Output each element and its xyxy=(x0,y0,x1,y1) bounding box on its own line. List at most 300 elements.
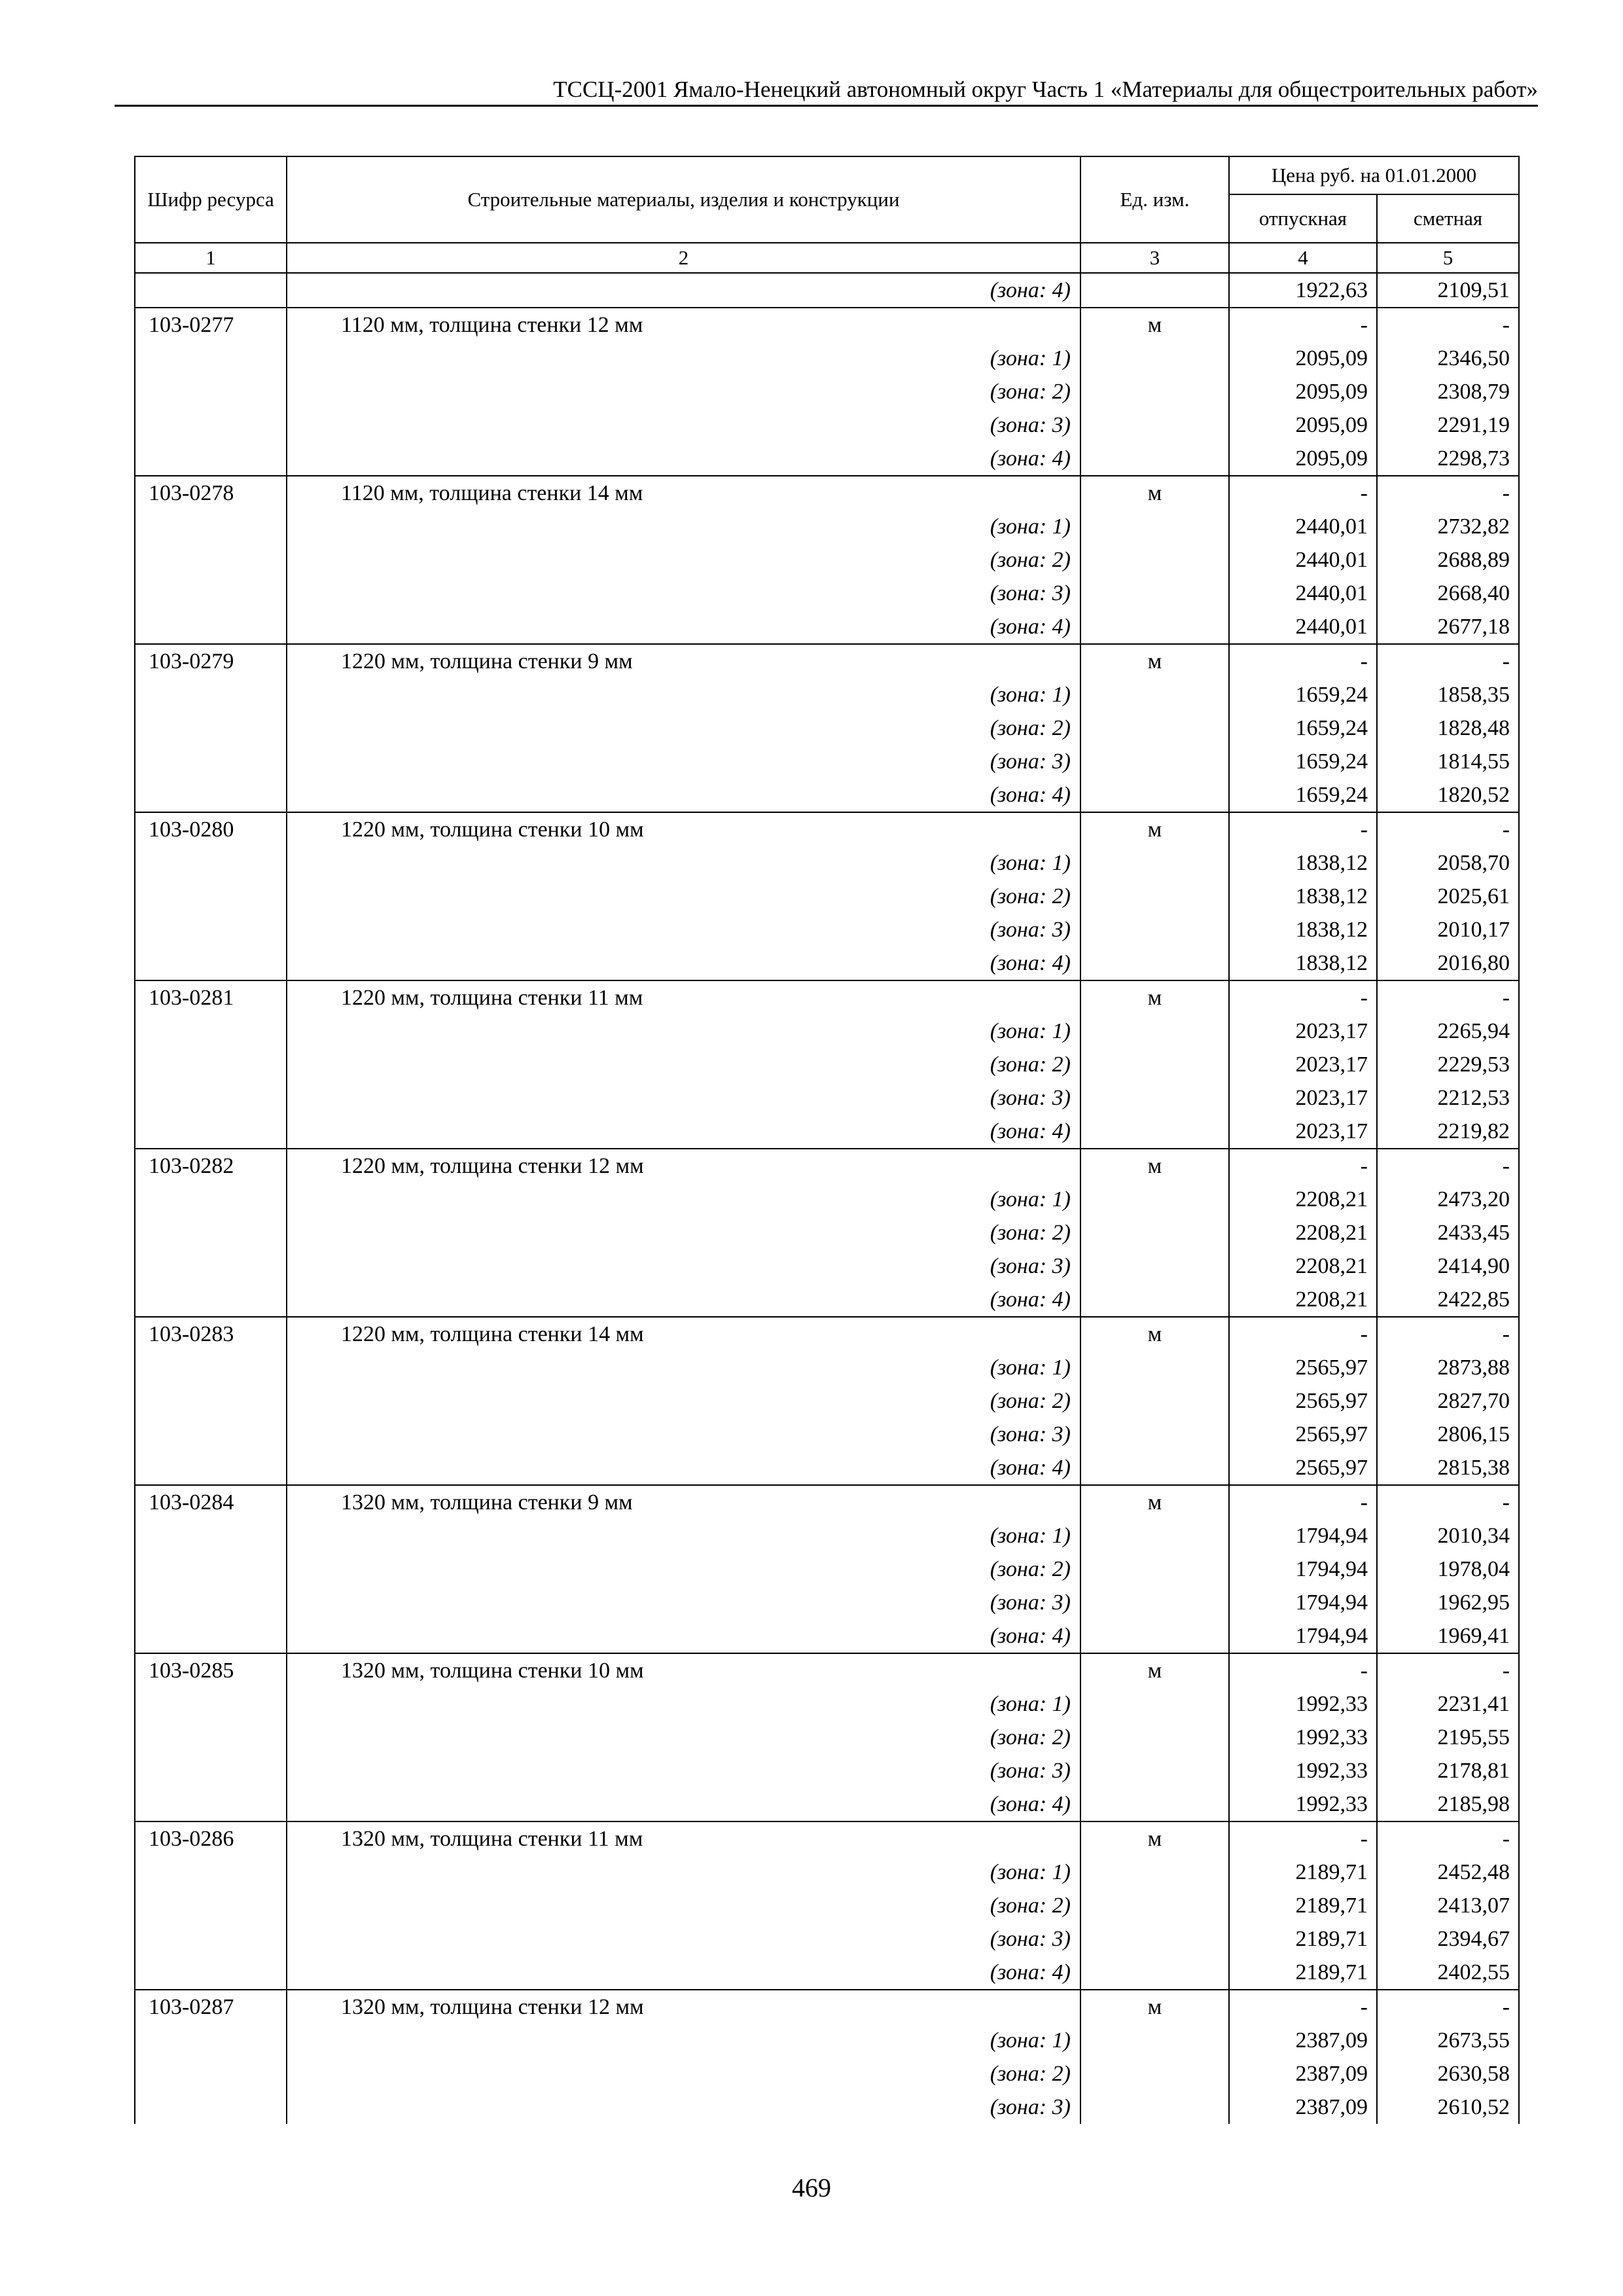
zone-row xyxy=(135,1384,1519,1418)
release-price-cell: 2189,71 xyxy=(1229,1956,1377,1990)
zone-row xyxy=(135,1889,1519,1922)
zone-row xyxy=(135,1619,1519,1653)
release-price-cell: 2189,71 xyxy=(1229,1889,1377,1922)
name-cell xyxy=(287,510,1080,543)
code-cell xyxy=(135,1721,287,1754)
zone-label: (зона: 3) xyxy=(990,1422,1071,1446)
release-price-cell: 1838,12 xyxy=(1229,846,1377,880)
zone-row xyxy=(135,1081,1519,1115)
unit-cell xyxy=(1080,1922,1229,1956)
zone-label: (зона: 2) xyxy=(990,1557,1071,1581)
zone-row xyxy=(135,1787,1519,1821)
estimate-price-cell: - xyxy=(1377,980,1519,1014)
col-header-unit: Ед. изм. xyxy=(1080,156,1229,243)
material-name: 1220 мм, толщина стенки 12 мм xyxy=(341,1154,644,1178)
zone-row xyxy=(135,678,1519,711)
code-cell xyxy=(135,2024,287,2057)
unit-cell: м xyxy=(1080,1821,1229,1856)
code-cell: 103-0277 xyxy=(135,308,287,342)
zone-label: (зона: 3) xyxy=(990,1590,1071,1615)
name-cell xyxy=(287,1619,1080,1653)
estimate-price-cell: 2394,67 xyxy=(1377,1922,1519,1956)
zone-row xyxy=(135,342,1519,375)
release-price-cell: 2565,97 xyxy=(1229,1351,1377,1384)
name-cell xyxy=(287,342,1080,375)
material-name: 1220 мм, толщина стенки 10 мм xyxy=(341,817,644,842)
zone-row xyxy=(135,543,1519,577)
estimate-price-cell: - xyxy=(1377,1990,1519,2024)
estimate-price-cell: - xyxy=(1377,308,1519,342)
unit-cell: м xyxy=(1080,1149,1229,1183)
code-cell xyxy=(135,1384,287,1418)
release-price-cell: 2387,09 xyxy=(1229,2057,1377,2090)
release-price-cell: 1794,94 xyxy=(1229,1552,1377,1586)
name-cell xyxy=(287,1249,1080,1283)
unit-cell xyxy=(1080,1014,1229,1048)
unit-cell xyxy=(1080,1519,1229,1552)
zone-label: (зона: 3) xyxy=(990,1759,1071,1783)
name-cell xyxy=(287,1687,1080,1721)
table-row xyxy=(135,644,1519,678)
name-cell xyxy=(287,1552,1080,1586)
zone-row xyxy=(135,1922,1519,1956)
code-cell xyxy=(135,2057,287,2090)
name-cell xyxy=(287,678,1080,711)
name-cell xyxy=(287,1384,1080,1418)
col-number: 2 xyxy=(287,243,1080,273)
code-cell xyxy=(135,745,287,778)
estimate-price-cell: 2433,45 xyxy=(1377,1216,1519,1249)
unit-cell: м xyxy=(1080,1653,1229,1687)
name-cell xyxy=(287,1821,1080,1856)
unit-cell xyxy=(1080,745,1229,778)
material-name: 1220 мм, толщина стенки 9 мм xyxy=(341,649,633,673)
unit-cell xyxy=(1080,913,1229,946)
material-name: 1320 мм, толщина стенки 12 мм xyxy=(341,1995,644,2019)
unit-cell xyxy=(1080,610,1229,644)
material-name: 1320 мм, толщина стенки 9 мм xyxy=(341,1490,633,1515)
zone-label: (зона: 3) xyxy=(990,918,1071,942)
zone-row xyxy=(135,1283,1519,1317)
code-cell: 103-0284 xyxy=(135,1485,287,1519)
release-price-cell: 2565,97 xyxy=(1229,1384,1377,1418)
name-cell xyxy=(287,1485,1080,1519)
code-cell xyxy=(135,1856,287,1889)
release-price-cell: 1794,94 xyxy=(1229,1619,1377,1653)
release-price-cell: 2440,01 xyxy=(1229,543,1377,577)
name-cell xyxy=(287,308,1080,342)
code-cell xyxy=(135,711,287,745)
estimate-price-cell: - xyxy=(1377,1317,1519,1351)
code-cell: 103-0287 xyxy=(135,1990,287,2024)
unit-cell xyxy=(1080,946,1229,980)
zone-row xyxy=(135,1721,1519,1754)
code-cell: 103-0278 xyxy=(135,476,287,510)
estimate-price-cell: 2688,89 xyxy=(1377,543,1519,577)
code-cell: 103-0279 xyxy=(135,644,287,678)
name-cell xyxy=(287,812,1080,846)
release-price-cell: 2565,97 xyxy=(1229,1418,1377,1451)
zone-label: (зона: 3) xyxy=(990,749,1071,774)
zone-label: (зона: 1) xyxy=(990,1692,1071,1716)
estimate-price-cell: 1969,41 xyxy=(1377,1619,1519,1653)
zone-label: (зона: 1) xyxy=(990,1187,1071,1211)
zone-row xyxy=(135,610,1519,644)
release-price-cell: 1992,33 xyxy=(1229,1687,1377,1721)
unit-cell xyxy=(1080,1216,1229,1249)
estimate-price-cell: - xyxy=(1377,1653,1519,1687)
zone-label: (зона: 4) xyxy=(990,1624,1071,1648)
code-cell xyxy=(135,1014,287,1048)
zone-label: (зона: 4) xyxy=(990,278,1071,302)
release-price-cell: 1992,33 xyxy=(1229,1721,1377,1754)
code-cell: 103-0280 xyxy=(135,812,287,846)
zone-row xyxy=(135,1754,1519,1787)
release-price-cell: 2387,09 xyxy=(1229,2090,1377,2124)
unit-cell xyxy=(1080,1889,1229,1922)
unit-cell xyxy=(1080,1856,1229,1889)
estimate-price-cell: 2109,51 xyxy=(1377,273,1519,308)
material-name: 1220 мм, толщина стенки 11 мм xyxy=(341,986,643,1010)
release-price-cell: 2023,17 xyxy=(1229,1081,1377,1115)
unit-cell xyxy=(1080,1721,1229,1754)
release-price-cell: 1838,12 xyxy=(1229,913,1377,946)
table-head xyxy=(135,156,1519,273)
name-cell xyxy=(287,1216,1080,1249)
col-number: 4 xyxy=(1229,243,1377,273)
estimate-price-cell: 2016,80 xyxy=(1377,946,1519,980)
zone-label: (зона: 2) xyxy=(990,1389,1071,1413)
zone-label: (зона: 1) xyxy=(990,514,1071,539)
code-cell xyxy=(135,1451,287,1485)
code-cell xyxy=(135,610,287,644)
release-price-cell: 1794,94 xyxy=(1229,1586,1377,1619)
code-cell xyxy=(135,1889,287,1922)
zone-row xyxy=(135,2024,1519,2057)
code-cell xyxy=(135,543,287,577)
unit-cell: м xyxy=(1080,476,1229,510)
estimate-price-cell: 2473,20 xyxy=(1377,1183,1519,1216)
code-cell xyxy=(135,1351,287,1384)
name-cell xyxy=(287,1922,1080,1956)
material-name: 1120 мм, толщина стенки 14 мм xyxy=(341,481,643,505)
code-cell xyxy=(135,678,287,711)
release-price-cell: - xyxy=(1229,644,1377,678)
zone-row xyxy=(135,2057,1519,2090)
unit-cell xyxy=(1080,1754,1229,1787)
estimate-price-cell: 2402,55 xyxy=(1377,1956,1519,1990)
name-cell xyxy=(287,1048,1080,1081)
release-price-cell: 2440,01 xyxy=(1229,610,1377,644)
code-cell: 103-0286 xyxy=(135,1821,287,1856)
zone-label: (зона: 4) xyxy=(990,1792,1071,1816)
material-name: 1320 мм, толщина стенки 10 мм xyxy=(341,1659,644,1683)
header-rule xyxy=(115,105,1538,107)
zone-label: (зона: 2) xyxy=(990,716,1071,740)
estimate-price-cell: 2630,58 xyxy=(1377,2057,1519,2090)
release-price-cell: 1659,24 xyxy=(1229,711,1377,745)
code-cell xyxy=(135,1183,287,1216)
name-cell xyxy=(287,1183,1080,1216)
unit-cell xyxy=(1080,273,1229,308)
estimate-price-cell: - xyxy=(1377,476,1519,510)
zone-row xyxy=(135,846,1519,880)
zone-row xyxy=(135,1418,1519,1451)
zone-label: (зона: 2) xyxy=(990,884,1071,908)
estimate-price-cell: 2291,19 xyxy=(1377,408,1519,442)
code-cell: 103-0281 xyxy=(135,980,287,1014)
price-table xyxy=(134,156,1520,2124)
unit-cell xyxy=(1080,442,1229,476)
name-cell xyxy=(287,408,1080,442)
release-price-cell: 2208,21 xyxy=(1229,1283,1377,1317)
code-cell xyxy=(135,1754,287,1787)
name-cell xyxy=(287,711,1080,745)
estimate-price-cell: 2010,17 xyxy=(1377,913,1519,946)
unit-cell xyxy=(1080,1048,1229,1081)
name-cell xyxy=(287,2057,1080,2090)
estimate-price-cell: 2025,61 xyxy=(1377,880,1519,913)
release-price-cell: - xyxy=(1229,812,1377,846)
code-cell xyxy=(135,1619,287,1653)
table-row xyxy=(135,812,1519,846)
estimate-price-cell: 2346,50 xyxy=(1377,342,1519,375)
zone-row xyxy=(135,442,1519,476)
unit-cell: м xyxy=(1080,1990,1229,2024)
release-price-cell: - xyxy=(1229,1653,1377,1687)
unit-cell xyxy=(1080,1283,1229,1317)
zone-label: (зона: 1) xyxy=(990,2028,1071,2053)
zone-label: (зона: 1) xyxy=(990,683,1071,707)
release-price-cell: 2440,01 xyxy=(1229,510,1377,543)
unit-cell xyxy=(1080,2057,1229,2090)
unit-cell: м xyxy=(1080,1317,1229,1351)
release-price-cell: - xyxy=(1229,1317,1377,1351)
unit-cell xyxy=(1080,1787,1229,1821)
name-cell xyxy=(287,880,1080,913)
name-cell xyxy=(287,375,1080,408)
code-cell xyxy=(135,408,287,442)
code-cell xyxy=(135,1249,287,1283)
estimate-price-cell: 2231,41 xyxy=(1377,1687,1519,1721)
zone-label: (зона: 3) xyxy=(990,413,1071,437)
release-price-cell: - xyxy=(1229,1821,1377,1856)
estimate-price-cell: 2178,81 xyxy=(1377,1754,1519,1787)
zone-row xyxy=(135,1014,1519,1048)
release-price-cell: 1794,94 xyxy=(1229,1519,1377,1552)
unit-cell xyxy=(1080,1249,1229,1283)
name-cell xyxy=(287,1115,1080,1149)
zone-label: (зона: 1) xyxy=(990,851,1071,875)
unit-cell xyxy=(1080,778,1229,812)
zone-row xyxy=(135,375,1519,408)
name-cell xyxy=(287,2024,1080,2057)
name-cell xyxy=(287,1856,1080,1889)
estimate-price-cell: 2185,98 xyxy=(1377,1787,1519,1821)
estimate-price-cell: - xyxy=(1377,1485,1519,1519)
zone-row xyxy=(135,1519,1519,1552)
estimate-price-cell: 2732,82 xyxy=(1377,510,1519,543)
zone-label: (зона: 1) xyxy=(990,346,1071,370)
zone-row xyxy=(135,1956,1519,1990)
unit-cell xyxy=(1080,1619,1229,1653)
code-cell: 103-0285 xyxy=(135,1653,287,1687)
estimate-price-cell: 2806,15 xyxy=(1377,1418,1519,1451)
code-cell xyxy=(135,880,287,913)
name-cell xyxy=(287,913,1080,946)
code-cell xyxy=(135,946,287,980)
zone-row xyxy=(135,1249,1519,1283)
zone-row xyxy=(135,880,1519,913)
release-price-cell: 1838,12 xyxy=(1229,880,1377,913)
estimate-price-cell: 1828,48 xyxy=(1377,711,1519,745)
material-name: 1320 мм, толщина стенки 11 мм xyxy=(341,1827,643,1851)
code-cell xyxy=(135,1115,287,1149)
zone-row xyxy=(135,2090,1519,2124)
code-cell xyxy=(135,1048,287,1081)
name-cell xyxy=(287,946,1080,980)
release-price-cell: 2189,71 xyxy=(1229,1922,1377,1956)
col-header-price-group: Цена руб. на 01.01.2000 xyxy=(1229,156,1519,194)
code-cell xyxy=(135,375,287,408)
zone-label: (зона: 4) xyxy=(990,446,1071,471)
zone-row xyxy=(135,1856,1519,1889)
code-cell xyxy=(135,1922,287,1956)
name-cell xyxy=(287,1451,1080,1485)
name-cell xyxy=(287,577,1080,610)
material-name: 1220 мм, толщина стенки 14 мм xyxy=(341,1322,644,1346)
code-cell: 103-0283 xyxy=(135,1317,287,1351)
release-price-cell: - xyxy=(1229,476,1377,510)
estimate-price-cell: - xyxy=(1377,644,1519,678)
unit-cell xyxy=(1080,342,1229,375)
name-cell xyxy=(287,644,1080,678)
code-cell xyxy=(135,1956,287,1990)
unit-cell xyxy=(1080,1586,1229,1619)
zone-label: (зона: 2) xyxy=(990,2062,1071,2086)
running-header: ТССЦ-2001 Ямало-Ненецкий автономный округ Часть 1 «Материалы для общестроительных работ» xyxy=(553,77,1538,102)
zone-row xyxy=(135,1351,1519,1384)
estimate-price-cell: - xyxy=(1377,812,1519,846)
name-cell xyxy=(287,1283,1080,1317)
zone-label: (зона: 2) xyxy=(990,1725,1071,1749)
table-row xyxy=(135,1317,1519,1351)
code-cell: 103-0282 xyxy=(135,1149,287,1183)
unit-cell xyxy=(1080,577,1229,610)
unit-cell xyxy=(1080,1418,1229,1451)
col-header-estimate: сметная xyxy=(1377,194,1519,243)
code-cell xyxy=(135,2090,287,2124)
zone-label: (зона: 3) xyxy=(990,1086,1071,1110)
zone-label: (зона: 2) xyxy=(990,380,1071,404)
name-cell xyxy=(287,1956,1080,1990)
name-cell xyxy=(287,1317,1080,1351)
zone-label: (зона: 3) xyxy=(990,2095,1071,2119)
name-cell xyxy=(287,745,1080,778)
unit-cell xyxy=(1080,1956,1229,1990)
estimate-price-cell: 2815,38 xyxy=(1377,1451,1519,1485)
estimate-price-cell: 1858,35 xyxy=(1377,678,1519,711)
estimate-price-cell: 2195,55 xyxy=(1377,1721,1519,1754)
estimate-price-cell: 1820,52 xyxy=(1377,778,1519,812)
estimate-price-cell: 2668,40 xyxy=(1377,577,1519,610)
code-cell xyxy=(135,1586,287,1619)
code-cell xyxy=(135,577,287,610)
col-header-code: Шифр ресурса xyxy=(135,156,287,243)
release-price-cell: - xyxy=(1229,1990,1377,2024)
col-number: 5 xyxy=(1377,243,1519,273)
unit-cell xyxy=(1080,1384,1229,1418)
release-price-cell: 1659,24 xyxy=(1229,778,1377,812)
code-cell xyxy=(135,1552,287,1586)
code-cell xyxy=(135,1418,287,1451)
table-row xyxy=(135,980,1519,1014)
zone-label: (зона: 3) xyxy=(990,581,1071,605)
table-row xyxy=(135,476,1519,510)
name-cell xyxy=(287,610,1080,644)
zone-row xyxy=(135,1552,1519,1586)
unit-cell xyxy=(1080,1687,1229,1721)
name-cell xyxy=(287,1519,1080,1552)
zone-row xyxy=(135,1183,1519,1216)
unit-cell xyxy=(1080,2090,1229,2124)
estimate-price-cell: 2229,53 xyxy=(1377,1048,1519,1081)
estimate-price-cell: 1814,55 xyxy=(1377,745,1519,778)
code-cell xyxy=(135,1787,287,1821)
code-cell xyxy=(135,1081,287,1115)
estimate-price-cell: - xyxy=(1377,1821,1519,1856)
zone-label: (зона: 4) xyxy=(990,951,1071,975)
table-row xyxy=(135,1821,1519,1856)
estimate-price-cell: 2452,48 xyxy=(1377,1856,1519,1889)
release-price-cell: 2208,21 xyxy=(1229,1249,1377,1283)
unit-cell xyxy=(1080,846,1229,880)
release-price-cell: - xyxy=(1229,308,1377,342)
zone-label: (зона: 4) xyxy=(990,1119,1071,1143)
release-price-cell: 1992,33 xyxy=(1229,1787,1377,1821)
zone-row xyxy=(135,1687,1519,1721)
zone-label: (зона: 1) xyxy=(990,1019,1071,1043)
release-price-cell: 1922,63 xyxy=(1229,273,1377,308)
code-cell xyxy=(135,1519,287,1552)
release-price-cell: 2095,09 xyxy=(1229,442,1377,476)
unit-cell: м xyxy=(1080,308,1229,342)
code-cell xyxy=(135,442,287,476)
table-row xyxy=(135,1653,1519,1687)
estimate-price-cell: 2677,18 xyxy=(1377,610,1519,644)
estimate-price-cell: 2414,90 xyxy=(1377,1249,1519,1283)
name-cell xyxy=(287,1586,1080,1619)
release-price-cell: 2095,09 xyxy=(1229,408,1377,442)
unit-cell xyxy=(1080,2024,1229,2057)
release-price-cell: 2208,21 xyxy=(1229,1216,1377,1249)
zone-row xyxy=(135,1586,1519,1619)
code-cell xyxy=(135,342,287,375)
zone-label: (зона: 1) xyxy=(990,1355,1071,1380)
estimate-price-cell: 2673,55 xyxy=(1377,2024,1519,2057)
code-cell xyxy=(135,1283,287,1317)
release-price-cell: 2565,97 xyxy=(1229,1451,1377,1485)
name-cell xyxy=(287,1014,1080,1048)
zone-label: (зона: 4) xyxy=(990,1287,1071,1312)
estimate-price-cell: 2413,07 xyxy=(1377,1889,1519,1922)
table-row xyxy=(135,1990,1519,2024)
name-cell xyxy=(287,778,1080,812)
zone-row xyxy=(135,408,1519,442)
page-number: 469 xyxy=(792,2173,831,2202)
table-row xyxy=(135,308,1519,342)
estimate-price-cell: 2873,88 xyxy=(1377,1351,1519,1384)
